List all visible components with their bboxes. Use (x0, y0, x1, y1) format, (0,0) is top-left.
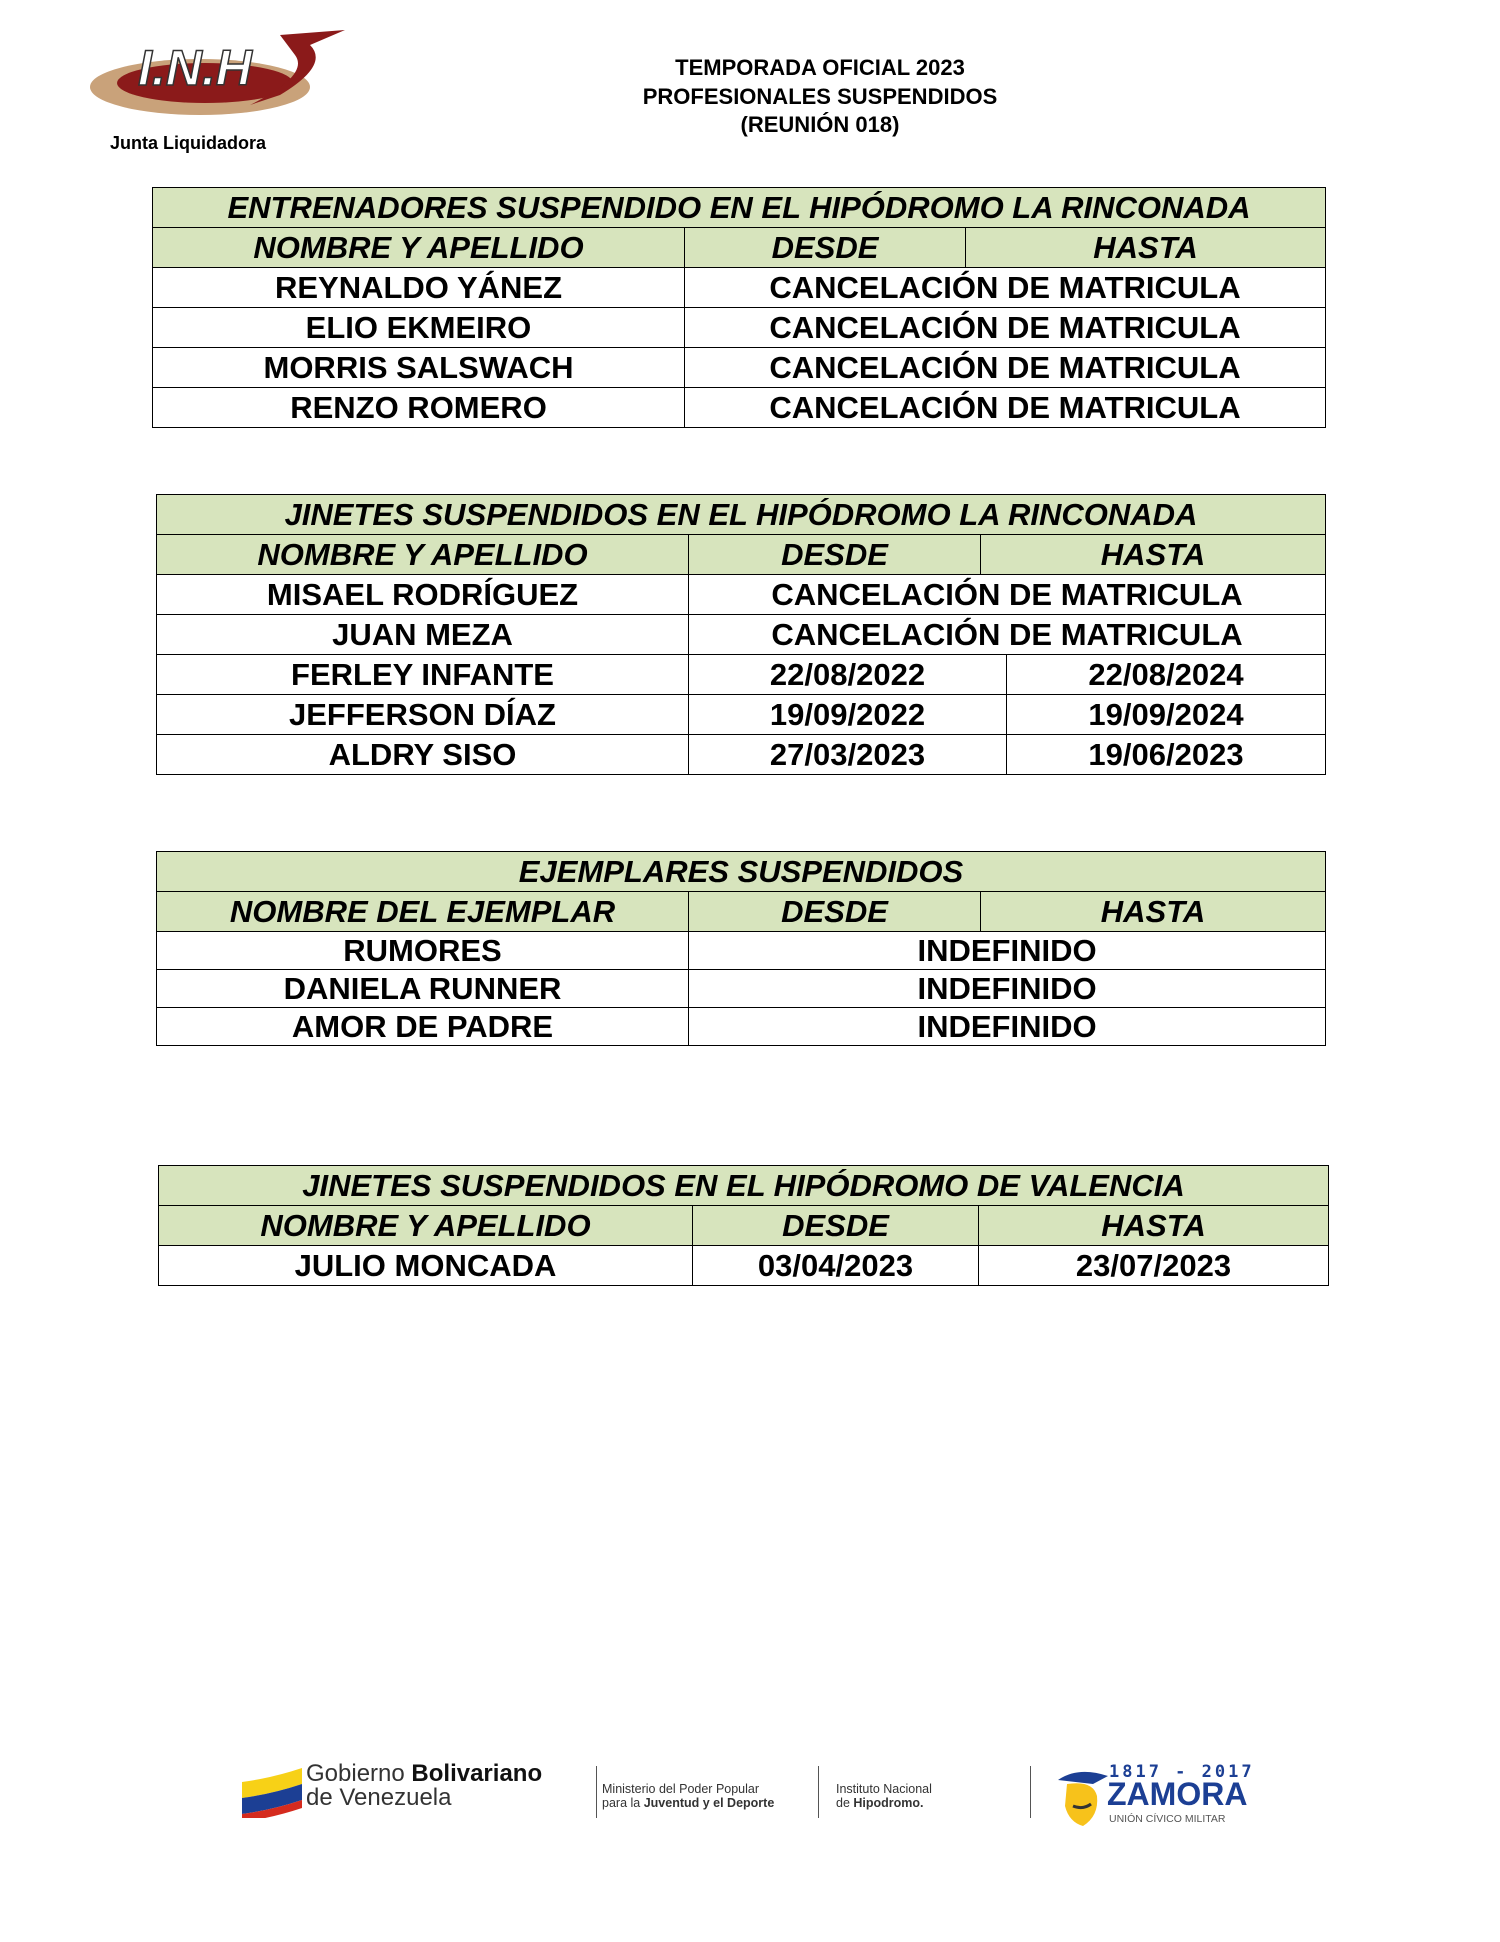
gobierno-text (306, 1762, 542, 1810)
ministerio-line-bold: Juventud y el Deporte (643, 1796, 775, 1810)
name-cell: MORRIS SALSWACH (153, 348, 685, 388)
column-header: HASTA (966, 228, 1326, 268)
column-header: DESDE (689, 892, 981, 932)
column-header: HASTA (981, 535, 1326, 575)
name-cell: FERLEY INFANTE (157, 655, 689, 695)
horses-table (156, 851, 1326, 1046)
column-header: DESDE (685, 228, 966, 268)
hasta-cell: 23/07/2023 (979, 1246, 1329, 1286)
gob-line: Gobierno (306, 1760, 412, 1787)
desde-cell: 22/08/2022 (689, 655, 1007, 695)
status-cell: CANCELACIÓN DE MATRICULA (685, 388, 1326, 428)
desde-cell: 19/09/2022 (689, 695, 1007, 735)
table-row (157, 615, 1326, 655)
hasta-cell: 19/06/2023 (1007, 735, 1326, 775)
ministerio-text (602, 1782, 774, 1810)
table-row (153, 388, 1326, 428)
zamora-sub: UNIÓN CÍVICO MILITAR (1109, 1813, 1226, 1825)
jockeys-rinconada-table (156, 494, 1326, 775)
zamora-portrait-icon (1053, 1766, 1113, 1828)
column-header: NOMBRE Y APELLIDO (157, 535, 689, 575)
inh-logo (80, 25, 350, 125)
ministerio-line: para la (602, 1796, 644, 1810)
column-header: HASTA (981, 892, 1326, 932)
table-row (157, 735, 1326, 775)
instituto-line: de (836, 1796, 854, 1810)
name-cell: REYNALDO YÁNEZ (153, 268, 685, 308)
table-title: EJEMPLARES SUSPENDIDOS (157, 852, 1326, 892)
table-row (159, 1246, 1329, 1286)
title-line: TEMPORADA OFICIAL 2023 (675, 55, 965, 80)
table-row (157, 655, 1326, 695)
name-cell: RUMORES (157, 932, 689, 970)
column-header: HASTA (979, 1206, 1329, 1246)
status-cell: CANCELACIÓN DE MATRICULA (689, 575, 1326, 615)
gob-line-bold: Bolivariano (411, 1760, 543, 1787)
table-row (157, 932, 1326, 970)
table-row (153, 308, 1326, 348)
status-cell: INDEFINIDO (689, 970, 1326, 1008)
status-cell: INDEFINIDO (689, 1008, 1326, 1046)
jockeys-valencia-table (158, 1165, 1329, 1286)
status-cell: INDEFINIDO (689, 932, 1326, 970)
ministerio-line: Ministerio del Poder Popular (602, 1782, 760, 1796)
hasta-cell: 22/08/2024 (1007, 655, 1326, 695)
zamora-name: ZAMORA (1107, 1776, 1248, 1812)
column-header: NOMBRE Y APELLIDO (153, 228, 685, 268)
status-cell: CANCELACIÓN DE MATRICULA (689, 615, 1326, 655)
svg-text:I.N.H: I.N.H (138, 40, 252, 96)
status-cell: CANCELACIÓN DE MATRICULA (685, 268, 1326, 308)
title-line: PROFESIONALES SUSPENDIDOS (642, 83, 998, 109)
table-row (153, 268, 1326, 308)
table-row (157, 575, 1326, 615)
name-cell: RENZO ROMERO (153, 388, 685, 428)
zamora-years: 1817 - 2017 (1109, 1762, 1255, 1782)
logo-subtitle: Junta Liquidadora (110, 133, 267, 153)
column-header: NOMBRE Y APELLIDO (159, 1206, 693, 1246)
column-header: DESDE (689, 535, 981, 575)
table-title: JINETES SUSPENDIDOS EN EL HIPÓDROMO LA RINCONADA (157, 495, 1326, 535)
status-cell: CANCELACIÓN DE MATRICULA (685, 308, 1326, 348)
column-header: NOMBRE DEL EJEMPLAR (157, 892, 689, 932)
name-cell: MISAEL RODRÍGUEZ (157, 575, 689, 615)
column-header: DESDE (693, 1206, 979, 1246)
page-title (560, 54, 1080, 140)
table-title: ENTRENADORES SUSPENDIDO EN EL HIPÓDROMO LA RINCONADA (153, 188, 1326, 228)
hasta-cell: 19/09/2024 (1007, 695, 1326, 735)
table-row (157, 1008, 1326, 1046)
footer (240, 1762, 1260, 1832)
desde-cell: 03/04/2023 (693, 1246, 979, 1286)
name-cell: ALDRY SISO (157, 735, 689, 775)
title-line: (REUNIÓN 018) (740, 112, 900, 137)
table-row (153, 348, 1326, 388)
name-cell: DANIELA RUNNER (157, 970, 689, 1008)
zamora-logo (1045, 1762, 1265, 1832)
trainers-table (152, 187, 1326, 428)
name-cell: JEFFERSON DÍAZ (157, 695, 689, 735)
name-cell: JULIO MONCADA (159, 1246, 693, 1286)
name-cell: AMOR DE PADRE (157, 1008, 689, 1046)
name-cell: JUAN MEZA (157, 615, 689, 655)
instituto-line: Instituto Nacional (836, 1782, 932, 1796)
instituto-line-bold: Hipodromo. (853, 1796, 924, 1810)
table-title: JINETES SUSPENDIDOS EN EL HIPÓDROMO DE VALENCIA (159, 1166, 1329, 1206)
table-row (157, 970, 1326, 1008)
venezuela-flag-icon (242, 1768, 302, 1818)
name-cell: ELIO EKMEIRO (153, 308, 685, 348)
instituto-text (836, 1782, 932, 1810)
gob-line: de Venezuela (306, 1784, 452, 1811)
status-cell: CANCELACIÓN DE MATRICULA (685, 348, 1326, 388)
desde-cell: 27/03/2023 (689, 735, 1007, 775)
table-row (157, 695, 1326, 735)
